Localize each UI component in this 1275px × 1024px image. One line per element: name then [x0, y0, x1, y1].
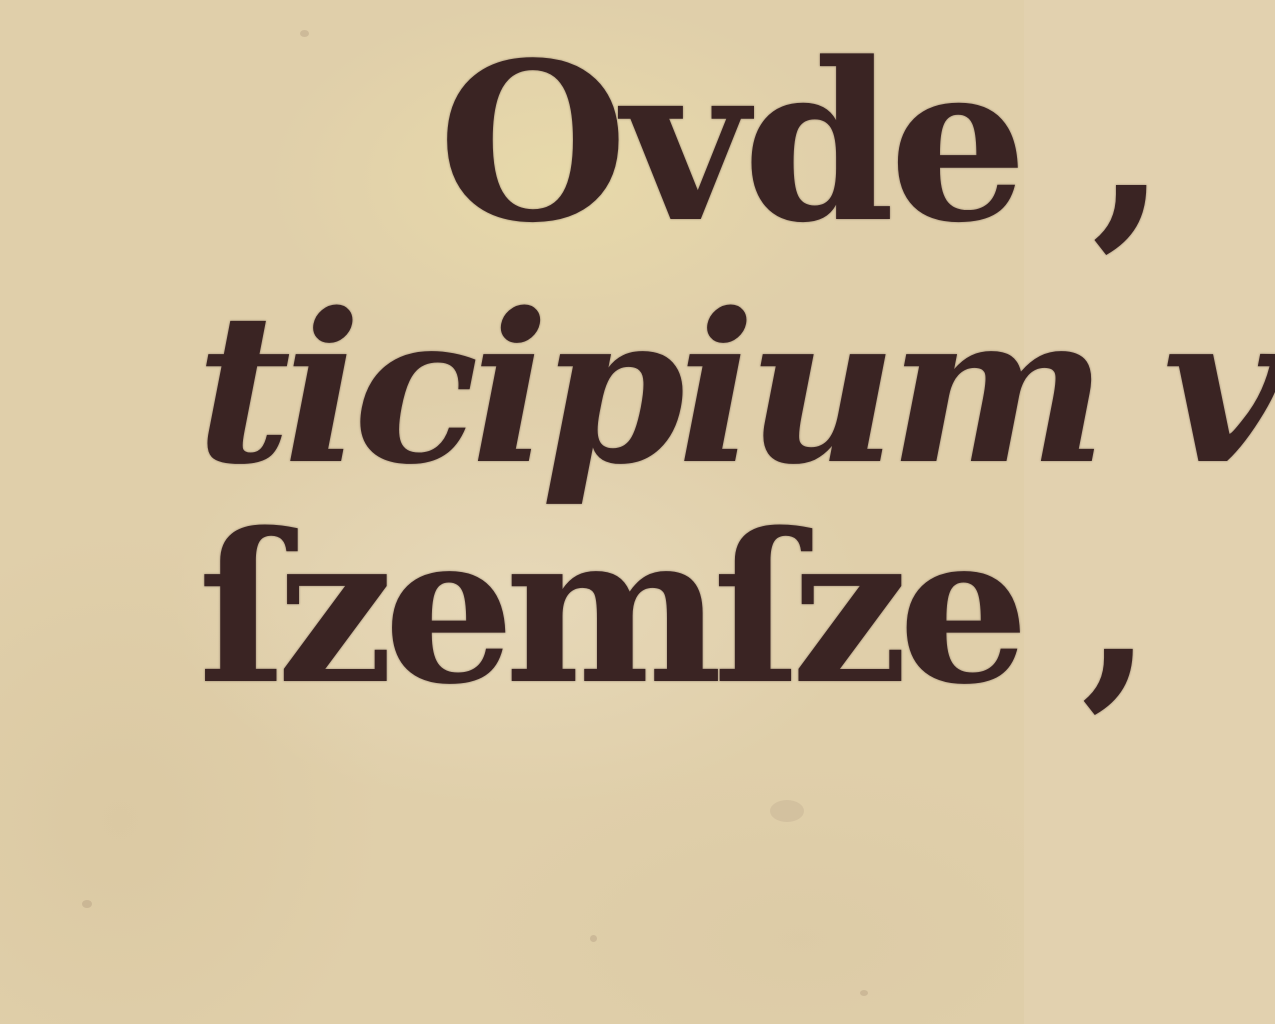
text-line-2: ticipium v: [196, 268, 1275, 510]
paper-speck: [300, 30, 309, 37]
paper-speck: [82, 900, 92, 908]
text-line-3: ſzemſze ,: [198, 488, 1143, 730]
paper-speck: [860, 990, 868, 996]
paper-speck: [770, 800, 804, 822]
paper-speck: [590, 935, 597, 942]
text-line-1: Ovde ,: [438, 15, 1162, 271]
